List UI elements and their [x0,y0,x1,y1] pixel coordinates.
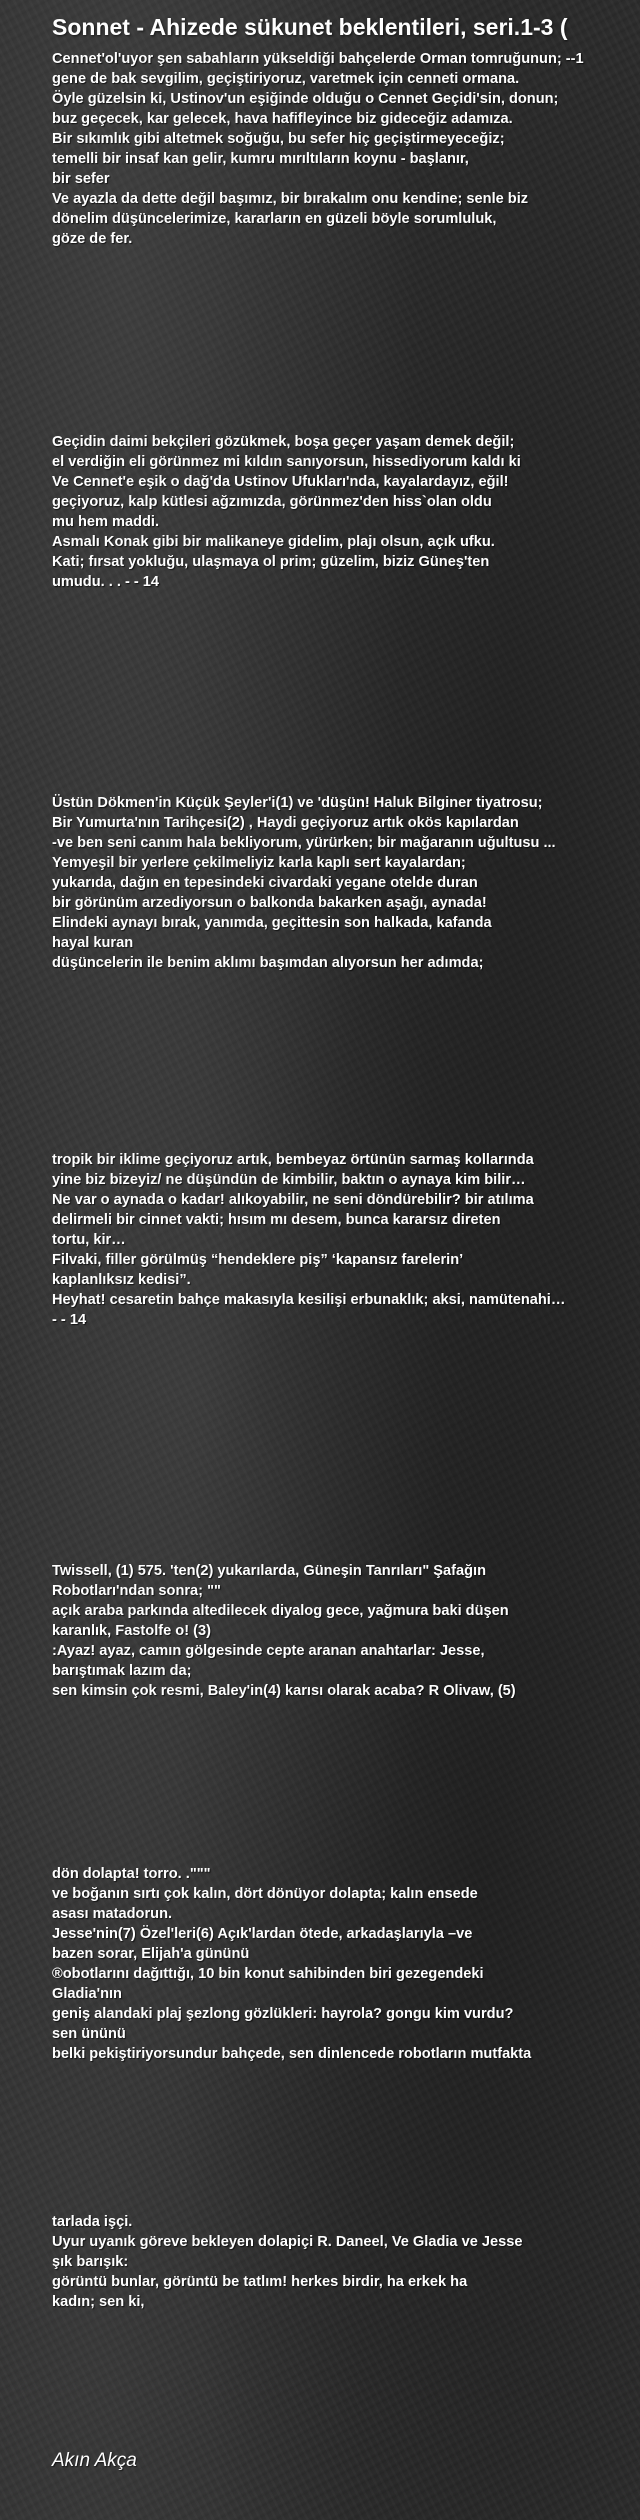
poem-line: hayal kuran [52,935,134,951]
poem-line: kaplanlıksız kedisi”. [52,1272,191,1288]
poem-line: Cennet'ol'uyor şen sabahların yükseldiği bahçelerde Orman tomruğunun; --1 [52,51,584,67]
poem-line: dön dolapta! torro. .""" [52,1866,211,1882]
poem-line: gene de bak sevgilim, geçiştiriyoruz, varetmek için cenneti ormana. [52,71,520,87]
poem-line: ve boğanın sırtı çok kalın, dört dönüyor dolapta; kalın ensede [52,1886,478,1902]
poem-line: buz geçecek, kar gelecek, hava hafifleyince biz gideceğiz adamıza. [52,111,513,127]
stanza-3 [52,793,640,973]
poem-line: temelli bir insaf kan gelir, kumru mırıltıların koynu - başlanır, [52,151,469,167]
poem-line: Heyhat! cesaretin bahçe makasıyla kesilişi erbunaklık; aksi, namütenahi… [52,1292,566,1308]
poem-line: bazen sorar, Elijah'a gününü [52,1946,250,1962]
poem-line: -ve ben seni canım hala bekliyorum, yürürken; bir mağaranın uğultusu ... [52,835,556,851]
poem-line: Ne var o aynada o kadar! alıkoyabilir, ne seni döndürebilir? bir atılıma [52,1192,534,1208]
poem-line: mu hem maddi. [52,514,160,530]
poem-line: Uyur uyanık göreve bekleyen dolapiçi R. Daneel, Ve Gladia ve Jesse [52,2234,523,2250]
author-signature: Akın Akça [52,2450,137,2471]
poem-line: tarlada işçi. [52,2214,133,2230]
poem-line: Geçidin daimi bekçileri gözükmek, boşa geçer yaşam demek değil; [52,434,515,450]
stanza-1 [52,49,640,249]
poem-title: Sonnet - Ahizede sükunet beklentileri, seri.1-3 ( [52,14,568,40]
poem-line: Bir Yumurta'nın Tarihçesi(2) , Haydi geçiyoruz artık okös kapılardan [52,815,519,831]
poem-line: yukarıda, dağın en tepesindeki civardaki yegane otelde duran [52,875,478,891]
poem-line: sen ününü [52,2026,126,2042]
poem-line: tropik bir iklime geçiyoruz artık, bembeyaz örtünün sarmaş kollarında [52,1152,534,1168]
poem-line: asası matadorun. [52,1906,173,1922]
poem-line: dönelim düşüncelerimize, kararların en güzeli böyle sorumluluk, [52,211,497,227]
poem-line: :Ayaz! ayaz, camın gölgesinde cepte aranan anahtarlar: Jesse, [52,1643,485,1659]
stanza-5 [52,1561,640,1701]
poem-line: Yemyeşil bir yerlere çekilmeliyiz karla kaplı sert kayalardan; [52,855,466,871]
poem-line: Üstün Dökmen'in Küçük Şeyler'i(1) ve 'düşün! Haluk Bilginer tiyatrosu; [52,795,543,811]
poem-line: barıştımak lazım da; [52,1663,192,1679]
poem-line: bir görünüm arzediyorsun o balkonda bakarken aşağı, aynada! [52,895,487,911]
poem-line: geniş alandaki plaj şezlong gözlükleri: hayrola? gongu kim vurdu? [52,2006,514,2022]
poem-line: düşüncelerin ile benim aklımı başımdan alıyorsun her adımda; [52,955,484,971]
poem-line: Filvaki, filler görülmüş “hendeklere piş” ‘kapansız farelerin’ [52,1252,464,1268]
poem-line: bir sefer [52,171,110,187]
poem-line: Robotları'ndan sonra; "" [52,1583,221,1599]
poem-line: geçiyoruz, kalp kütlesi ağzımızda, görünmez'den hiss`olan oldu [52,494,492,510]
poem-line: Elindeki aynayı bırak, yanımda, geçittesin son halkada, kafanda [52,915,492,931]
poem-line: görüntü bunlar, görüntü be tatlım! herkes birdir, ha erkek ha [52,2274,468,2290]
poem-line: göze de fer. [52,231,133,247]
poem-line: tortu, kir… [52,1232,126,1248]
poem-line: yine biz bizeyiz/ ne düşündün de kimbilir, baktın o aynaya kim bilir… [52,1172,526,1188]
poem-line: Jesse'nin(7) Özel'leri(6) Açık'lardan ötede, arkadaşlarıyla –ve [52,1926,473,1942]
poem-line: Öyle güzelsin ki, Ustinov'un eşiğinde olduğu o Cennet Geçidi'sin, donun; [52,91,559,107]
poem-line: sen kimsin çok resmi, Baley'in(4) karısı olarak acaba? R Olivaw, (5) [52,1683,516,1699]
poem-line: umudu. . . - - 14 [52,574,160,590]
poem-line: açık araba parkında altedilecek diyalog gece, yağmura baki düşen [52,1603,509,1619]
poem-line: Twissell, (1) 575. 'ten(2) yukarılarda, Güneşin Tanrıları" Şafağın [52,1563,487,1579]
poem-line: delirmeli bir cinnet vakti; hısım mı desem, bunca kararsız direten [52,1212,501,1228]
poem-line: Asmalı Konak gibi bir malikaneye gidelim, plajı olsun, açık ufku. [52,534,495,550]
stanza-4 [52,1150,640,1330]
stanza-7 [52,2212,640,2312]
poem-line: Kati; fırsat yokluğu, ulaşmaya ol prim; güzelim, biziz Güneş'ten [52,554,490,570]
poem-line: şık barışık: [52,2254,129,2270]
poem-line: karanlık, Fastolfe o! (3) [52,1623,211,1639]
poem-line: Ve Cennet'e eşik o dağ'da Ustinov Ufukları'nda, kayalardayız, eğil! [52,474,509,490]
poem-line: Bir sıkımlık gibi altetmek soğuğu, bu sefer hiç geçiştirmeyeceğiz; [52,131,505,147]
poem-line: belki pekiştiriyorsundur bahçede, sen dinlencede robotların mutfakta [52,2046,532,2062]
poem-line: el verdiğin eli görünmez mi kıldın sanıyorsun, hissediyorum kaldı ki [52,454,521,470]
poem-line: Gladia'nın [52,1986,122,2002]
poem-line: kadın; sen ki, [52,2294,145,2310]
stanza-2 [52,432,640,592]
poem-line: ®obotlarını dağıttığı, 10 bin konut sahibinden biri gezegendeki [52,1966,484,1982]
stanza-6 [52,1864,640,2064]
poem-line: Ve ayazla da dette değil başımız, bir bırakalım onu kendine; senle biz [52,191,529,207]
poem-line: - - 14 [52,1312,87,1328]
